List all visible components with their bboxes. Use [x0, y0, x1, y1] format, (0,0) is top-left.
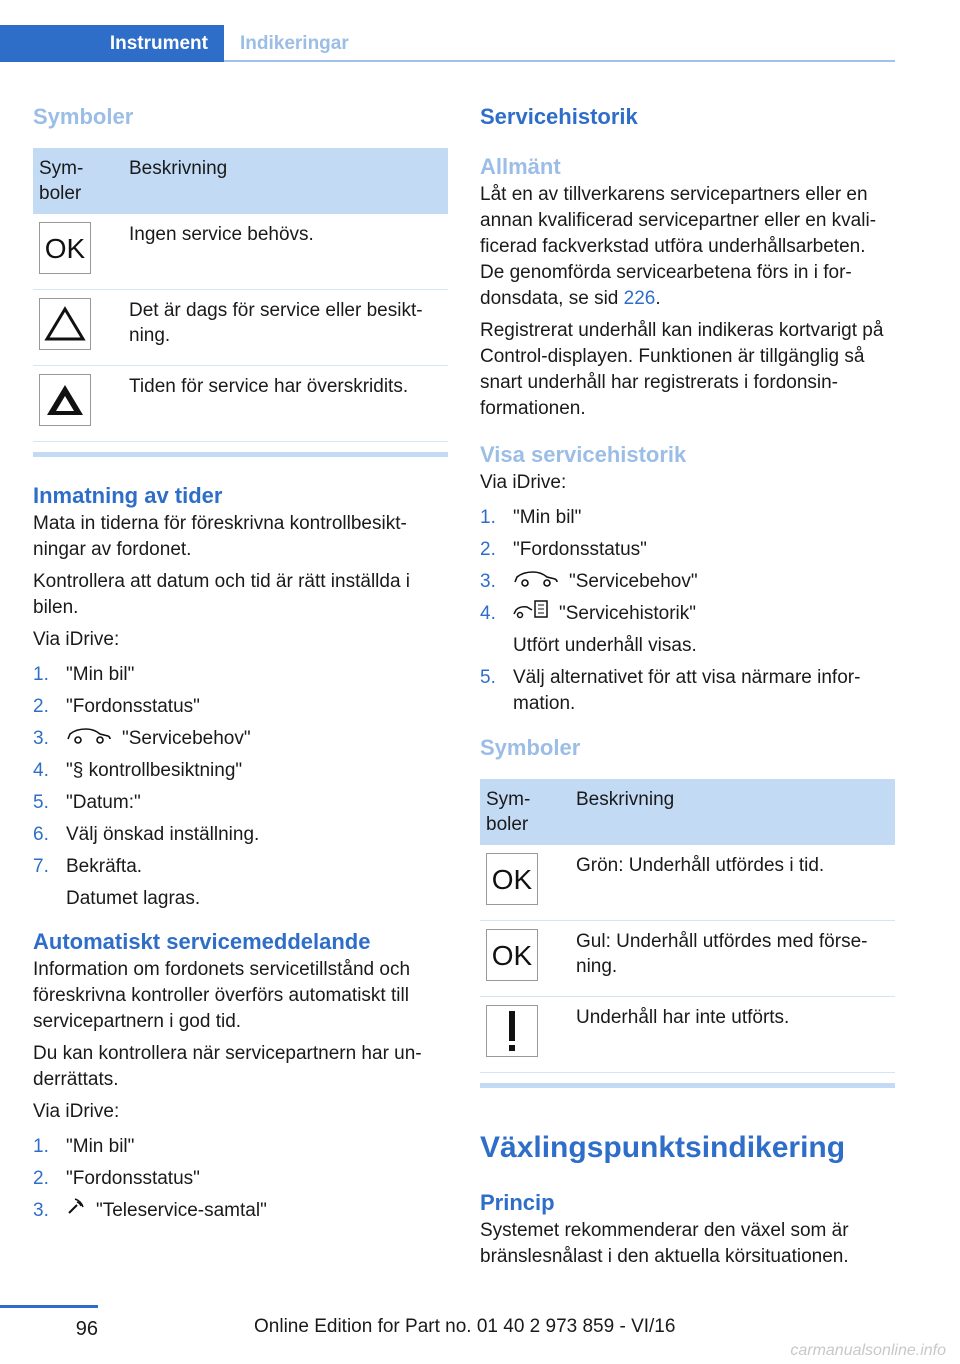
left-column — [33, 100, 448, 1235]
row-description: Det är dags för service eller besikt- ning. — [123, 290, 448, 366]
triangle-filled-icon — [39, 374, 91, 426]
principle-heading: Princip — [480, 1190, 555, 1216]
shift-indicator-heading: Växlingspunktsindikering — [480, 1131, 846, 1165]
table-header — [33, 148, 448, 214]
symbols-table-right — [480, 779, 895, 1073]
times-heading: Inmatning av tider — [33, 483, 223, 508]
svg-text:OK: OK — [491, 941, 533, 970]
list-item: 7. Bekräfta. Datumet lagras. — [33, 851, 448, 915]
list-item: 5. "Datum:" — [33, 792, 141, 814]
show-via: Via iDrive: — [480, 472, 567, 493]
exclamation-icon — [486, 1005, 538, 1057]
auto-via: Via iDrive: — [33, 1101, 120, 1123]
col-description-header: Beskrivning — [570, 779, 895, 845]
row-description: Underhåll har inte utförts. — [570, 997, 895, 1073]
step-result: Utfört underhåll visas. — [513, 635, 697, 657]
ok-icon — [39, 222, 91, 274]
symbols-heading-left: Symboler — [33, 104, 134, 129]
list-item: 4. "Servicehistorik" Utfört underhåll visas. — [480, 598, 895, 662]
edition-text: Online Edition for Part no. 01 40 2 973 859 - VI/16 — [254, 1316, 676, 1337]
row-description: Tiden för service har överskridits. — [123, 366, 448, 442]
table-row — [480, 845, 895, 921]
col-symbols-header: Sym- boler — [480, 779, 570, 845]
list-item: 1. "Min bil" — [480, 507, 582, 528]
tab-instrument[interactable]: Instrument — [0, 25, 224, 62]
show-history-heading: Visa servicehistorik — [480, 442, 687, 467]
show-steps — [480, 502, 895, 717]
step-result: Datumet lagras. — [66, 888, 201, 910]
list-item: 3. "Servicebehov" — [480, 566, 895, 598]
list-item: 2. "Fordonsstatus" — [480, 539, 647, 560]
history-heading: Servicehistorik — [480, 104, 638, 129]
row-description: Grön: Underhåll utfördes i tid. — [570, 845, 895, 921]
row-description: Ingen service behövs. — [123, 214, 448, 290]
tab-indikeringar[interactable]: Indikeringar — [240, 33, 349, 54]
table-header — [480, 779, 895, 845]
svg-text:OK: OK — [491, 865, 533, 894]
list-item: 2. "Fordonsstatus" — [33, 1168, 200, 1190]
table-row — [480, 997, 895, 1073]
watermark: carmanualsonline.info — [790, 1342, 946, 1359]
list-item: 1. "Min bil" — [33, 1136, 135, 1158]
svg-text:OK: OK — [44, 234, 86, 262]
page-number: 96 — [75, 1318, 98, 1340]
general-heading: Allmänt — [480, 154, 561, 179]
list-item: 3. "Servicebehov" — [33, 723, 448, 755]
list-item: 4. "§ kontrollbesiktning" — [33, 760, 243, 782]
list-item: 1. "Min bil" — [33, 664, 135, 685]
symbols-table-left — [33, 148, 448, 442]
ok-icon — [486, 853, 538, 905]
auto-paragraph-2: Du kan kontrollera när servicepartnern har un-derrättats. — [33, 1043, 422, 1091]
list-item: 6. Välj önskad inställning. — [33, 824, 260, 846]
ok-icon — [486, 929, 538, 981]
auto-paragraph-1: Information om fordonets servicetillstånd och föreskrivna kontroller överförs automatiskt till servicepartnern i god tid. — [33, 959, 411, 1033]
table-row — [33, 290, 448, 366]
page-link-226[interactable]: 226 — [623, 288, 656, 309]
col-symbols-header: Sym- boler — [33, 148, 123, 214]
symbols-heading-right: Symboler — [480, 735, 581, 761]
car-icon — [66, 723, 112, 755]
car-history-icon — [513, 598, 549, 630]
phone-service-icon — [66, 1195, 86, 1227]
table-end-rule — [33, 452, 448, 457]
times-via: Via iDrive: — [33, 629, 120, 650]
car-icon — [513, 566, 559, 598]
auto-heading: Automatiskt servicemeddelande — [33, 929, 371, 955]
list-item: 3. "Teleservice-samtal" — [33, 1195, 448, 1227]
times-steps — [33, 659, 448, 915]
right-column — [480, 100, 895, 1276]
table-row — [33, 366, 448, 442]
triangle-outline-icon — [39, 298, 91, 350]
auto-steps — [33, 1131, 448, 1227]
general-paragraph-2: Registrerat underhåll kan indikeras kortvarigt på Control-displayen. Funktionen är tillgänglig så snart underhåll har registrerats i fordonsin-formationen. — [480, 320, 884, 419]
table-row — [33, 214, 448, 290]
list-item: 5. Välj alternativet för att visa närmare infor-mation. — [480, 667, 861, 715]
list-item: 2. "Fordonsstatus" — [33, 696, 200, 717]
general-paragraph-1: Låt en av tillverkarens servicepartners eller en annan kvalificerad servicepartner eller en kvali-ficerad fackverkstad utföra underhållsarbeten. De genomförda servicearbetena förs in i for-donsdata, se sid 226. — [480, 184, 877, 309]
table-row — [480, 921, 895, 997]
header-rule — [224, 60, 895, 62]
footer-rule — [0, 1305, 98, 1308]
table-end-rule — [480, 1083, 895, 1088]
times-paragraph-1: Mata in tiderna för föreskrivna kontrollbesikt-ningar av fordonet. — [33, 513, 407, 560]
row-description: Gul: Underhåll utfördes med förse- ning. — [570, 921, 895, 997]
col-description-header: Beskrivning — [123, 148, 448, 214]
top-navigation — [0, 25, 895, 62]
times-paragraph-2: Kontrollera att datum och tid är rätt inställda i bilen. — [33, 571, 411, 618]
principle-paragraph: Systemet rekommenderar den växel som är bränslesnålast i den aktuella körsituationen. — [480, 1220, 849, 1268]
